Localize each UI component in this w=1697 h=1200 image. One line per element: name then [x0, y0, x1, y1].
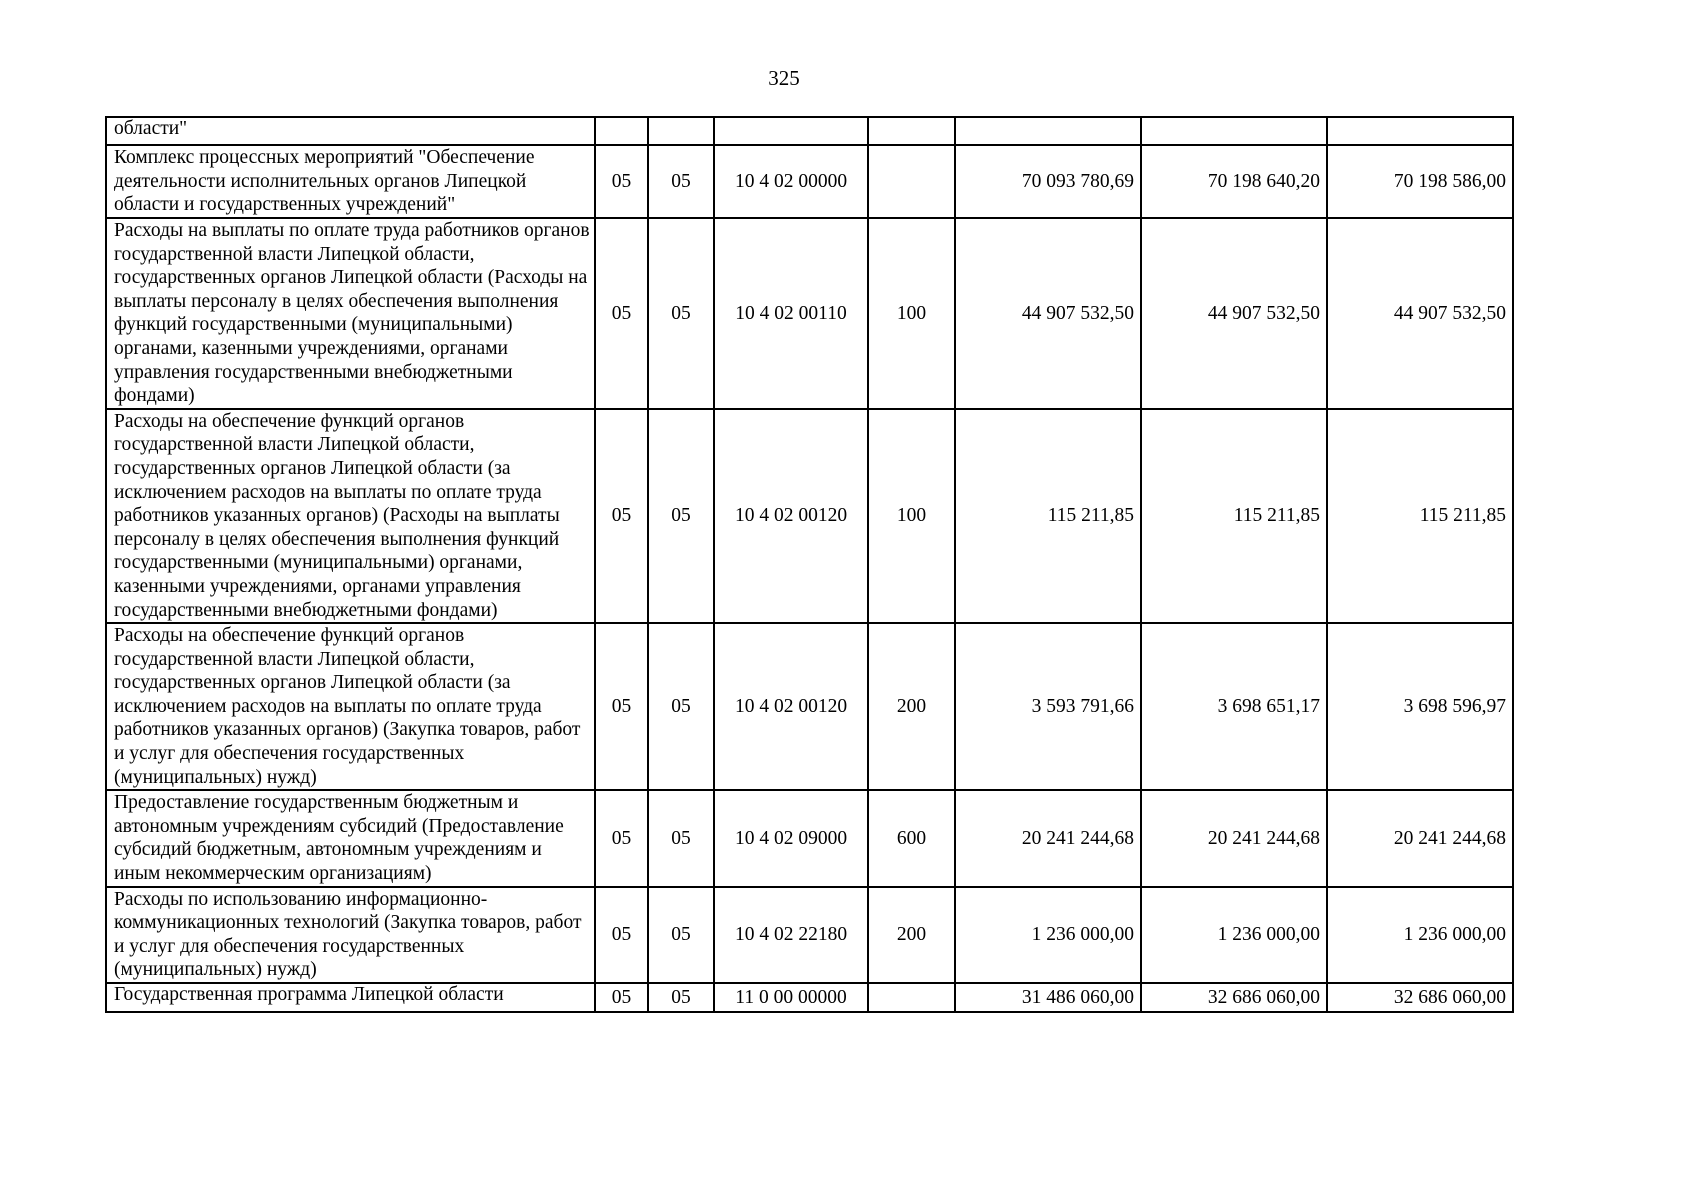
- target-article-cell: 10 4 02 00000: [714, 145, 868, 218]
- target-article-cell: 11 0 00 00000: [714, 983, 868, 1012]
- row-name-cell: Расходы на выплаты по оплате труда работников органов государственной власти Липецкой области, государственных органов Липецкой области (Расходы на выплаты персоналу в целях обеспечения выполнения функций государственными (муниципальными) органами, казенными учреждениями, органами управления государственными внебюджетными фондами): [106, 218, 595, 409]
- expense-type-cell: 200: [868, 887, 955, 983]
- expense-type-cell: [868, 117, 955, 145]
- amount-3-cell: 20 241 244,68: [1327, 790, 1513, 886]
- amount-2-cell: 70 198 640,20: [1141, 145, 1327, 218]
- target-article-cell: 10 4 02 00120: [714, 623, 868, 790]
- target-article-cell: 10 4 02 09000: [714, 790, 868, 886]
- row-name-cell: Государственная программа Липецкой области: [106, 983, 595, 1012]
- subsection-cell: 05: [648, 218, 714, 409]
- row-name-cell: Расходы по использованию информационно-коммуникационных технологий (Закупка товаров, работ и услуг для обеспечения государственных (муниципальных) нужд): [106, 887, 595, 983]
- expense-type-cell: 200: [868, 623, 955, 790]
- table-row: [106, 145, 1513, 218]
- section-cell: 05: [595, 983, 648, 1012]
- section-cell: 05: [595, 623, 648, 790]
- amount-3-cell: 44 907 532,50: [1327, 218, 1513, 409]
- amount-3-cell: 32 686 060,00: [1327, 983, 1513, 1012]
- section-cell: 05: [595, 887, 648, 983]
- section-cell: 05: [595, 790, 648, 886]
- expense-type-cell: [868, 983, 955, 1012]
- expense-type-cell: 600: [868, 790, 955, 886]
- amount-3-cell: 3 698 596,97: [1327, 623, 1513, 790]
- amount-2-cell: 32 686 060,00: [1141, 983, 1327, 1012]
- budget-table: [105, 116, 1514, 1013]
- table-row: [106, 790, 1513, 886]
- subsection-cell: 05: [648, 983, 714, 1012]
- table-row: [106, 983, 1513, 1012]
- subsection-cell: 05: [648, 623, 714, 790]
- target-article-cell: 10 4 02 22180: [714, 887, 868, 983]
- amount-2-cell: 44 907 532,50: [1141, 218, 1327, 409]
- subsection-cell: 05: [648, 887, 714, 983]
- amount-2-cell: 20 241 244,68: [1141, 790, 1327, 886]
- page-number: 325: [768, 66, 800, 90]
- expense-type-cell: [868, 145, 955, 218]
- subsection-cell: 05: [648, 145, 714, 218]
- table-row: [106, 117, 1513, 145]
- subsection-cell: 05: [648, 409, 714, 623]
- table-row: [106, 887, 1513, 983]
- row-name-cell: Комплекс процессных мероприятий "Обеспечение деятельности исполнительных органов Липецкой области и государственных учреждений": [106, 145, 595, 218]
- expense-type-cell: 100: [868, 218, 955, 409]
- expense-type-cell: 100: [868, 409, 955, 623]
- target-article-cell: 10 4 02 00110: [714, 218, 868, 409]
- amount-1-cell: 20 241 244,68: [955, 790, 1141, 886]
- section-cell: 05: [595, 218, 648, 409]
- row-name-cell: Расходы на обеспечение функций органов государственной власти Липецкой области, государственных органов Липецкой области (за исключением расходов на выплаты по оплате труда работников указанных органов) (Расходы на выплаты персоналу в целях обеспечения выполнения функций государственными (муниципальными) органами, казенными учреждениями, органами управления государственными внебюджетными фондами): [106, 409, 595, 623]
- table-row: [106, 218, 1513, 409]
- section-cell: [595, 117, 648, 145]
- amount-1-cell: 44 907 532,50: [955, 218, 1141, 409]
- amount-1-cell: 1 236 000,00: [955, 887, 1141, 983]
- amount-1-cell: 31 486 060,00: [955, 983, 1141, 1012]
- subsection-cell: 05: [648, 790, 714, 886]
- target-article-cell: 10 4 02 00120: [714, 409, 868, 623]
- amount-1-cell: [955, 117, 1141, 145]
- amount-1-cell: 115 211,85: [955, 409, 1141, 623]
- subsection-cell: [648, 117, 714, 145]
- amount-3-cell: 1 236 000,00: [1327, 887, 1513, 983]
- section-cell: 05: [595, 409, 648, 623]
- section-cell: 05: [595, 145, 648, 218]
- table-row: [106, 409, 1513, 623]
- amount-2-cell: 3 698 651,17: [1141, 623, 1327, 790]
- target-article-cell: [714, 117, 868, 145]
- table-row: [106, 623, 1513, 790]
- row-name-cell: области": [106, 117, 595, 145]
- row-name-cell: Расходы на обеспечение функций органов государственной власти Липецкой области, государственных органов Липецкой области (за исключением расходов на выплаты по оплате труда работников указанных органов) (Закупка товаров, работ и услуг для обеспечения государственных (муниципальных) нужд): [106, 623, 595, 790]
- amount-2-cell: 1 236 000,00: [1141, 887, 1327, 983]
- amount-3-cell: [1327, 117, 1513, 145]
- amount-3-cell: 115 211,85: [1327, 409, 1513, 623]
- amount-1-cell: 3 593 791,66: [955, 623, 1141, 790]
- amount-2-cell: 115 211,85: [1141, 409, 1327, 623]
- amount-2-cell: [1141, 117, 1327, 145]
- row-name-cell: Предоставление государственным бюджетным и автономным учреждениям субсидий (Предоставление субсидий бюджетным, автономным учреждениям и иным некоммерческим организациям): [106, 790, 595, 886]
- amount-3-cell: 70 198 586,00: [1327, 145, 1513, 218]
- amount-1-cell: 70 093 780,69: [955, 145, 1141, 218]
